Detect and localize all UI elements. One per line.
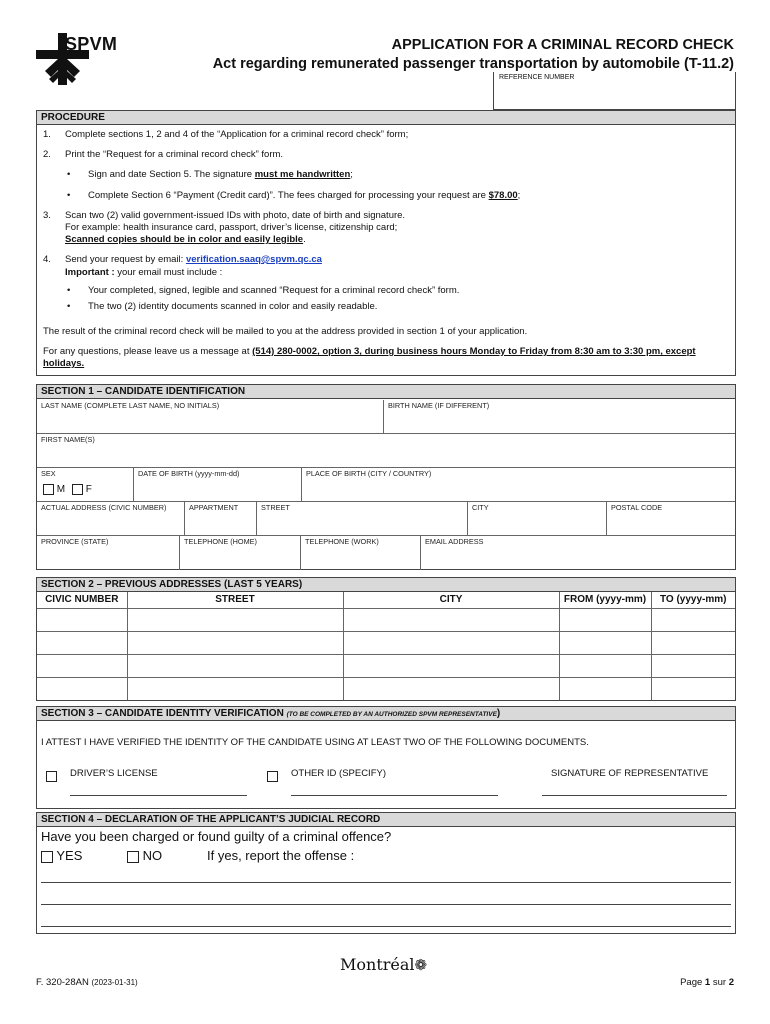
section-2	[36, 577, 736, 701]
questions-text: For any questions, please leave us a message at (514) 280-0002, option 3, during business hours Monday to Friday from 8:30 am to 3:30 pm, except holidays.	[43, 346, 696, 369]
include-item-1: Your completed, signed, legible and scanned “Request for a criminal record check” form.	[88, 285, 460, 296]
date-of-birth-field[interactable]	[134, 468, 302, 502]
last-name-field[interactable]	[37, 400, 384, 434]
report-offense-label: If yes, report the offense :	[207, 848, 355, 863]
birth-name-field[interactable]	[384, 400, 735, 434]
civic-number-field[interactable]	[37, 502, 185, 536]
col-from: FROM (yyyy-mm)	[559, 592, 651, 608]
province-field[interactable]	[37, 536, 180, 570]
previous-addresses-table	[37, 592, 735, 700]
result-text: The result of the criminal record check will be mailed to you at the address provided in section 1 of your application.	[43, 326, 528, 337]
email-label: EMAIL ADDRESS	[425, 537, 484, 546]
offense-line[interactable]	[41, 926, 731, 927]
section-1-heading: SECTION 1 – CANDIDATE IDENTIFICATION	[37, 385, 735, 399]
table-row	[37, 608, 735, 631]
table-cell[interactable]	[559, 608, 651, 631]
include-item-2: The two (2) identity documents scanned in color and easily readable.	[88, 301, 378, 312]
form-subtitle: Act regarding remunerated passenger transportation by automobile (T-11.2)	[212, 56, 734, 72]
table-cell[interactable]	[343, 677, 559, 700]
table-cell[interactable]	[37, 677, 127, 700]
last-name-label: LAST NAME (COMPLETE LAST NAME, NO INITIALS)	[41, 401, 220, 410]
table-cell[interactable]	[651, 631, 735, 654]
checkbox-male[interactable]	[43, 484, 54, 495]
apartment-field[interactable]	[185, 502, 257, 536]
first-names-field[interactable]	[37, 434, 735, 468]
table-row	[37, 631, 735, 654]
reference-number-field[interactable]	[493, 72, 736, 110]
step-number: 3.	[43, 210, 51, 221]
criminal-offence-question: Have you been charged or found guilty of a criminal offence?	[41, 829, 392, 844]
bullet-icon: •	[67, 301, 71, 312]
apartment-label: APPARTMENT	[189, 503, 239, 512]
section-3	[36, 706, 736, 809]
city-label: CITY	[472, 503, 489, 512]
tel-home-label: TELEPHONE (HOME)	[184, 537, 257, 546]
step-2a-text: Sign and date Section 5. The signature must me handwritten;	[88, 169, 353, 180]
birth-name-label: BIRTH NAME (IF DIFFERENT)	[388, 401, 490, 410]
table-cell[interactable]	[37, 654, 127, 677]
attestation-text: I ATTEST I HAVE VERIFIED THE IDENTITY OF THE CANDIDATE USING AT LEAST TWO OF THE FOLLOWING DOCUMENTS.	[41, 737, 589, 748]
table-row	[37, 654, 735, 677]
reference-number-label: REFERENCE NUMBER	[499, 74, 575, 81]
bullet-icon: •	[67, 285, 71, 296]
section-3-heading: SECTION 3 – CANDIDATE IDENTITY VERIFICATION (TO BE COMPLETED BY AN AUTHORIZED SPVM REPRESENTATIVE)	[37, 707, 735, 721]
rosette-icon: ❁	[414, 956, 428, 974]
dob-label: DATE OF BIRTH (yyyy-mm-dd)	[138, 469, 240, 478]
form-title: APPLICATION FOR A CRIMINAL RECORD CHECK	[391, 37, 734, 53]
pob-label: PLACE OF BIRTH (CITY / COUNTRY)	[306, 469, 432, 478]
sex-label: SEX	[41, 469, 56, 478]
step-3-line-2: For example: health insurance card, passport, driver’s license, citizenship card;	[65, 222, 398, 233]
table-cell[interactable]	[127, 631, 343, 654]
postal-code-label: POSTAL CODE	[611, 503, 663, 512]
step-4-text: Send your request by email: verification.saaq@spvm.qc.ca	[65, 254, 322, 265]
page-indicator: Page 1 sur 2	[680, 977, 734, 988]
step-number: 2.	[43, 149, 51, 160]
province-label: PROVINCE (STATE)	[41, 537, 109, 546]
checkbox-no[interactable]	[127, 851, 139, 863]
procedure-heading: PROCEDURE	[37, 111, 735, 125]
col-to: TO (yyyy-mm)	[651, 592, 735, 608]
telephone-home-field[interactable]	[180, 536, 301, 570]
other-id-line[interactable]	[291, 795, 498, 796]
street-label: STREET	[261, 503, 290, 512]
drivers-license-label: DRIVER’S LICENSE	[70, 768, 158, 779]
signature-label: SIGNATURE OF REPRESENTATIVE	[551, 768, 709, 779]
bullet-icon: •	[67, 169, 71, 180]
table-row	[37, 677, 735, 700]
step-1-text: Complete sections 1, 2 and 4 of the “Application for a criminal record check” form;	[65, 129, 409, 140]
table-cell[interactable]	[37, 631, 127, 654]
table-cell[interactable]	[127, 677, 343, 700]
montreal-logo: Montréal❁	[340, 955, 428, 974]
no-label: NO	[142, 848, 163, 863]
section-2-heading: SECTION 2 – PREVIOUS ADDRESSES (LAST 5 YEARS)	[37, 578, 735, 592]
table-header-row	[37, 592, 735, 608]
other-id-label: OTHER ID (SPECIFY)	[291, 768, 387, 779]
offense-line[interactable]	[41, 882, 731, 883]
col-street: STREET	[127, 592, 343, 608]
email-link[interactable]: verification.saaq@spvm.qc.ca	[185, 254, 322, 265]
street-field[interactable]	[257, 502, 468, 536]
step-3-line-3: Scanned copies should be in color and easily legible.	[65, 234, 306, 245]
table-cell[interactable]	[343, 654, 559, 677]
yes-label: YES	[56, 848, 83, 863]
table-cell[interactable]	[651, 608, 735, 631]
step-number: 1.	[43, 129, 51, 140]
step-2b-text: Complete Section 6 “Payment (Credit card)”. The fees charged for processing your request are $78.00;	[88, 190, 521, 201]
checkbox-female[interactable]	[72, 484, 83, 495]
sex-options	[43, 484, 92, 495]
address-label: ACTUAL ADDRESS (CIVIC NUMBER)	[41, 503, 167, 512]
step-number: 4.	[43, 254, 51, 265]
col-city: CITY	[343, 592, 559, 608]
drivers-license-line[interactable]	[70, 795, 247, 796]
table-cell[interactable]	[343, 631, 559, 654]
section-4	[36, 812, 736, 934]
place-of-birth-field[interactable]	[302, 468, 735, 502]
col-civic-number: CIVIC NUMBER	[37, 592, 127, 608]
sex-field	[37, 468, 134, 502]
yes-option	[41, 848, 82, 863]
table-cell[interactable]	[37, 608, 127, 631]
table-cell[interactable]	[559, 631, 651, 654]
no-option	[127, 848, 162, 863]
bullet-icon: •	[67, 190, 71, 201]
table-cell[interactable]	[559, 654, 651, 677]
table-cell[interactable]	[651, 654, 735, 677]
table-cell[interactable]	[343, 608, 559, 631]
city-field[interactable]	[468, 502, 607, 536]
female-label: F	[85, 484, 92, 496]
step-3-line-1: Scan two (2) valid government-issued IDs with photo, date of birth and signature.	[65, 210, 406, 221]
section-4-heading: SECTION 4 – DECLARATION OF THE APPLICANT’S JUDICIAL RECORD	[37, 813, 735, 827]
tel-work-label: TELEPHONE (WORK)	[305, 537, 379, 546]
table-cell[interactable]	[127, 654, 343, 677]
checkbox-drivers-license[interactable]	[46, 771, 57, 782]
email-address-field[interactable]	[421, 536, 735, 570]
checkbox-yes[interactable]	[41, 851, 53, 863]
table-cell[interactable]	[651, 677, 735, 700]
important-note: Important : your email must include :	[65, 267, 223, 278]
logo-text: SPVM	[65, 34, 118, 54]
table-cell[interactable]	[559, 677, 651, 700]
signature-line[interactable]	[542, 795, 727, 796]
male-label: M	[56, 484, 66, 496]
offense-line[interactable]	[41, 904, 731, 905]
form-code: F. 320-28AN (2023-01-31)	[36, 977, 138, 988]
first-names-label: FIRST NAME(S)	[41, 435, 95, 444]
step-2-text: Print the “Request for a criminal record check” form.	[65, 149, 284, 160]
table-cell[interactable]	[127, 608, 343, 631]
postal-code-field[interactable]	[607, 502, 735, 536]
telephone-work-field[interactable]	[301, 536, 421, 570]
checkbox-other-id[interactable]	[267, 771, 278, 782]
section-1	[36, 384, 736, 570]
procedure-section	[36, 110, 736, 376]
